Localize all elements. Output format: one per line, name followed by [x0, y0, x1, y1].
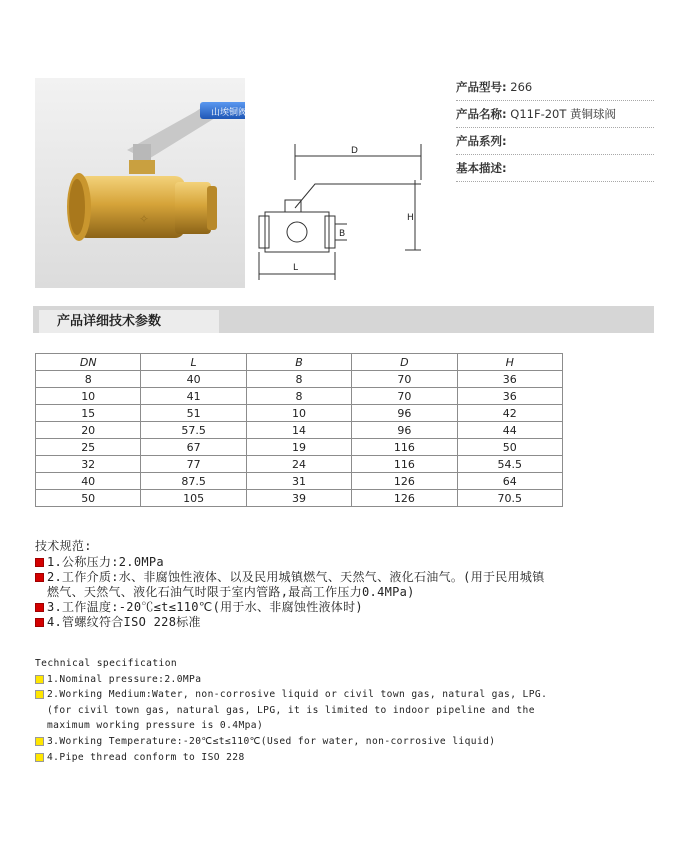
- table-row: [36, 473, 563, 490]
- svg-text:✧: ✧: [139, 212, 150, 226]
- yellow-bullet-icon: [35, 737, 44, 746]
- table-cell: 77: [141, 456, 246, 473]
- spec-label: 产品名称:: [456, 107, 507, 121]
- col-header-h: H: [457, 354, 562, 371]
- table-cell: 70.5: [457, 490, 562, 507]
- col-header-d: D: [352, 354, 457, 371]
- red-bullet-icon: [35, 618, 44, 627]
- table-row: [36, 439, 563, 456]
- cn-spec-item: [35, 555, 555, 570]
- table-cell: 70: [352, 388, 457, 405]
- table-row: [36, 388, 563, 405]
- table-cell: 50: [36, 490, 141, 507]
- table-cell: 50: [457, 439, 562, 456]
- product-spec-list: [456, 74, 654, 182]
- table-cell: 25: [36, 439, 141, 456]
- col-header-l: L: [141, 354, 246, 371]
- en-spec-item: [35, 687, 575, 734]
- table-cell: 42: [457, 405, 562, 422]
- table-row: [36, 422, 563, 439]
- section-header-bar: [33, 306, 654, 333]
- table-row: [36, 456, 563, 473]
- spec-row-model: [456, 74, 654, 101]
- table-cell: 10: [246, 405, 351, 422]
- spec-label: 产品型号:: [456, 80, 507, 94]
- table-cell: 10: [36, 388, 141, 405]
- table-cell: 116: [352, 456, 457, 473]
- en-spec-title: Technical specification: [35, 658, 178, 669]
- table-cell: 87.5: [141, 473, 246, 490]
- en-spec-item: [35, 672, 575, 688]
- en-spec-block: [35, 656, 575, 765]
- en-spec-item: [35, 734, 575, 750]
- table-cell: 126: [352, 473, 457, 490]
- table-cell: 36: [457, 388, 562, 405]
- cn-spec-text: 1.公称压力:2.0MPa: [47, 555, 164, 569]
- red-bullet-icon: [35, 573, 44, 582]
- spec-row-series: [456, 128, 654, 155]
- table-cell: 96: [352, 405, 457, 422]
- table-cell: 24: [246, 456, 351, 473]
- red-bullet-icon: [35, 558, 44, 567]
- dimension-drawing: [255, 140, 425, 290]
- yellow-bullet-icon: [35, 753, 44, 762]
- table-cell: 70: [352, 371, 457, 388]
- table-cell: 31: [246, 473, 351, 490]
- table-cell: 96: [352, 422, 457, 439]
- table-cell: 36: [457, 371, 562, 388]
- table-cell: 41: [141, 388, 246, 405]
- ball-valve-image: [35, 78, 245, 288]
- dim-b-label: B: [339, 229, 346, 239]
- table-cell: 8: [246, 388, 351, 405]
- table-row: [36, 490, 563, 507]
- table-cell: 15: [36, 405, 141, 422]
- en-spec-item: [35, 750, 575, 766]
- table-cell: 40: [36, 473, 141, 490]
- en-spec-text: 2.Working Medium:Water, non-corrosive liquid or civil town gas, natural gas, LPG. (for civil town gas, natural gas, LPG, it is limited to indoor pipeline and the maximum working pressure is 0.4Mpa): [47, 689, 548, 732]
- table-cell: 64: [457, 473, 562, 490]
- col-header-b: B: [246, 354, 351, 371]
- table-cell: 105: [141, 490, 246, 507]
- table-row: [36, 405, 563, 422]
- red-bullet-icon: [35, 603, 44, 612]
- cn-spec-block: [35, 539, 555, 630]
- spec-row-description: [456, 155, 654, 182]
- dim-d-label: D: [351, 146, 358, 156]
- cn-spec-item: [35, 615, 555, 630]
- yellow-bullet-icon: [35, 675, 44, 684]
- handle-text: 山埃铜阀: [211, 108, 245, 118]
- cn-spec-text: 4.管螺纹符合ISO 228标准: [47, 615, 201, 629]
- cn-spec-text: 3.工作温度:-20℃≤t≤110℃(用于水、非腐蚀性液体时): [47, 600, 363, 614]
- en-spec-text: 4.Pipe thread conform to ISO 228: [47, 751, 245, 763]
- product-photo: [35, 78, 245, 288]
- table-cell: 19: [246, 439, 351, 456]
- en-spec-text: 3.Working Temperature:-20℃≤t≤110℃(Used for water, non-corrosive liquid): [47, 735, 496, 747]
- table-row: [36, 371, 563, 388]
- table-cell: 126: [352, 490, 457, 507]
- table-cell: 20: [36, 422, 141, 439]
- spec-label: 基本描述:: [456, 161, 507, 175]
- cn-spec-item: [35, 570, 555, 600]
- table-cell: 8: [246, 371, 351, 388]
- cn-spec-text: 2.工作介质:水、非腐蚀性液体、以及民用城镇燃气、天然气、液化石油气。(用于民用城镇燃气、天然气、液化石油气时限于室内管路,最高工作压力0.4MPa): [47, 570, 545, 599]
- table-cell: 39: [246, 490, 351, 507]
- cn-spec-title: 技术规范:: [35, 539, 92, 553]
- dimension-table: [35, 353, 563, 507]
- yellow-bullet-icon: [35, 690, 44, 699]
- dim-l-label: L: [293, 263, 299, 273]
- table-body: [36, 371, 563, 507]
- table-cell: 67: [141, 439, 246, 456]
- spec-value: 266: [510, 80, 533, 94]
- spec-row-name: [456, 101, 654, 128]
- cn-spec-item: [35, 600, 555, 615]
- table-cell: 44: [457, 422, 562, 439]
- table-cell: 40: [141, 371, 246, 388]
- table-cell: 8: [36, 371, 141, 388]
- col-header-dn: DN: [36, 354, 141, 371]
- table-cell: 116: [352, 439, 457, 456]
- table-header-row: [36, 354, 563, 371]
- dim-h-label: H: [407, 213, 414, 223]
- en-spec-text: 1.Nominal pressure:2.0MPa: [47, 673, 202, 685]
- section-title: 产品详细技术参数: [39, 310, 219, 333]
- table-cell: 54.5: [457, 456, 562, 473]
- table-cell: 57.5: [141, 422, 246, 439]
- table-cell: 51: [141, 405, 246, 422]
- table-cell: 14: [246, 422, 351, 439]
- spec-label: 产品系列:: [456, 134, 507, 148]
- spec-value: Q11F-20T 黄铜球阀: [510, 107, 617, 121]
- table-cell: 32: [36, 456, 141, 473]
